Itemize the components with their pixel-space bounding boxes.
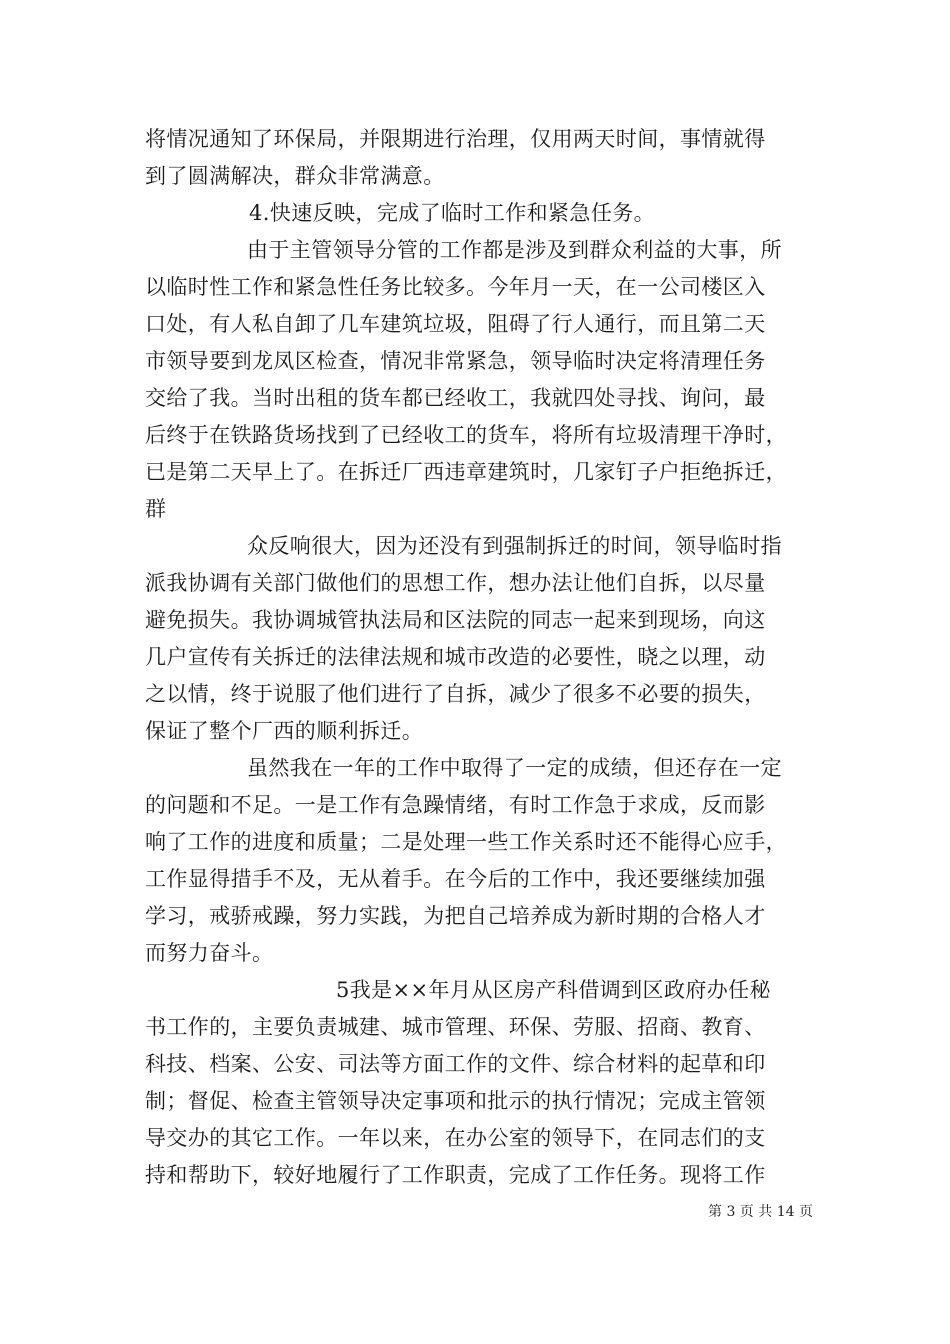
text-line: 4.快速反映，完成了临时工作和紧急任务。 — [249, 201, 656, 225]
text-line: 5我是××年月从区房产科借调到区政府办任秘 — [336, 978, 771, 1002]
text-line: 以临时性工作和紧急性任务比较多。今年月一天，在一公司楼区入 — [145, 275, 766, 299]
text-line: 后终于在铁路货场找到了已经收工的货车，将所有垃圾清理干净时， — [145, 423, 787, 447]
text-line: 到了圆满解决，群众非常满意。 — [145, 164, 445, 188]
text-line: 几户宣传有关拆迁的法律法规和城市改造的必要性，晓之以理，动 — [145, 645, 766, 669]
text-line: 派我协调有关部门做他们的思想工作，想办法让他们自拆，以尽量 — [145, 571, 766, 595]
text-line: 书工作的，主要负责城建、城市管理、环保、劳服、招商、教育、 — [145, 1015, 766, 1039]
text-line: 由于主管领导分管的工作都是涉及到群众利益的大事，所 — [247, 238, 782, 262]
text-line: 的问题和不足。一是工作有急躁情绪，有时工作急于求成，反而影 — [145, 793, 766, 817]
text-line: 众反响很大，因为还没有到强制拆迁的时间，领导临时指 — [247, 534, 782, 558]
text-line: 虽然我在一年的工作中取得了一定的成绩，但还存在一定 — [247, 756, 782, 780]
text-line: 持和帮助下，较好地履行了工作职责，完成了工作任务。现将工作 — [145, 1163, 766, 1187]
text-line: 导交办的其它工作。一年以来，在办公室的领导下，在同志们的支 — [145, 1126, 766, 1150]
text-line: 口处，有人私自卸了几车建筑垃圾，阻碍了行人通行，而且第二天 — [145, 312, 766, 336]
text-line: 响了工作的进度和质量；二是处理一些工作关系时还不能得心应手， — [145, 830, 787, 854]
text-line: 将情况通知了环保局，并限期进行治理，仅用两天时间，事情就得 — [145, 127, 766, 151]
text-line: 之以情，终于说服了他们进行了自拆，减少了很多不必要的损失， — [145, 682, 766, 706]
text-line: 已是第二天早上了。在拆迁厂西违章建筑时，几家钉子户拒绝拆迁， — [145, 460, 787, 484]
text-line: 群 — [145, 497, 167, 521]
text-line: 保证了整个厂西的顺利拆迁。 — [145, 719, 424, 743]
text-line: 制；督促、检查主管领导决定事项和批示的执行情况；完成主管领 — [145, 1089, 766, 1113]
text-line: 而努力奋斗。 — [145, 941, 274, 965]
text-line: 市领导要到龙凤区检查，情况非常紧急，领导临时决定将清理任务 — [145, 349, 766, 373]
text-line: 交给了我。当时出租的货车都已经收工，我就四处寻找、询问，最 — [145, 386, 766, 410]
text-line: 避免损失。我协调城管执法局和区法院的同志一起来到现场，向这 — [145, 608, 766, 632]
text-line: 学习，戒骄戒躁，努力实践，为把自己培养成为新时期的合格人才 — [145, 904, 766, 928]
page-number: 第 3 页 共 14 页 — [708, 1204, 813, 1220]
text-line: 科技、档案、公安、司法等方面工作的文件、综合材料的起草和印 — [145, 1052, 766, 1076]
text-line: 工作显得措手不及，无从着手。在今后的工作中，我还要继续加强 — [145, 867, 766, 891]
